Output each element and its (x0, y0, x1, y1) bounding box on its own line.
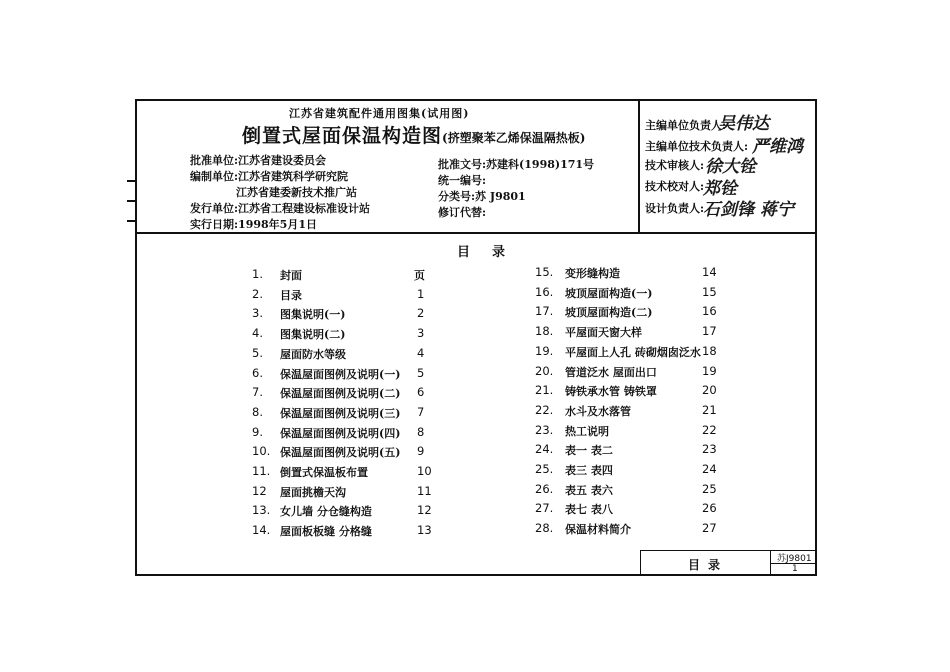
chief-unit-head-label: 主编单位负责人: (645, 119, 727, 132)
approval-unit: 批准单位:江苏省建设委员会 (190, 154, 327, 167)
compiling-unit-2: 江苏省建委新技术推广站 (236, 186, 357, 199)
title-block-label: 目录 (688, 558, 729, 572)
toc-item-number: 16. (535, 284, 554, 299)
technical-checker-label: 技术校对人: (645, 180, 705, 193)
toc-item-name: 保温屋面图例及说明(一) (280, 367, 401, 381)
publishing-unit: 发行单位:江苏省工程建设标准设计站 (190, 202, 371, 215)
toc-item-page: 3 (417, 326, 425, 341)
toc-item-name: 表三 表四 (565, 464, 613, 477)
toc-item-number: 4. (252, 326, 263, 341)
page-column-header: 页 (414, 269, 425, 282)
toc-item-page: 23 (702, 442, 717, 457)
toc-item-page: 20 (702, 383, 717, 398)
toc-item-name: 水斗及水落管 (565, 404, 631, 418)
toc-item-name: 热工说明 (565, 424, 609, 438)
revision-replacement: 修订代替: (438, 206, 487, 219)
toc-item-page: 9 (417, 444, 425, 459)
toc-heading: 目录 (457, 245, 528, 260)
toc-item-name: 坡顶屋面构造(二) (565, 306, 653, 320)
toc-item-name: 表五 表六 (565, 483, 613, 497)
toc-item-name: 屋面板板缝 分格缝 (280, 525, 372, 539)
toc-item-number: 24. (535, 442, 554, 457)
classification-number: 分类号:苏 J9801 (438, 190, 526, 203)
toc-item-number: 3. (252, 306, 263, 321)
toc-item-page: 6 (417, 385, 425, 400)
toc-item-page: 4 (417, 345, 425, 360)
binding-marks (127, 180, 135, 240)
toc-item-name: 保温材料简介 (565, 523, 631, 537)
effective-date: 实行日期:1998年5月1日 (190, 218, 317, 231)
toc-item-name: 保温屋面图例及说明(二) (280, 387, 401, 401)
toc-item-page: 24 (702, 462, 717, 476)
toc-item-page: 1 (417, 286, 425, 301)
toc-item-name: 女儿墙 分仓缝构造 (280, 505, 372, 519)
drawing-title (242, 121, 585, 148)
toc-item-page: 15 (702, 284, 717, 299)
toc-item-page: 5 (417, 365, 425, 380)
toc-item-name: 倒置式保温板布置 (280, 466, 368, 479)
title-block-left-line (640, 550, 641, 576)
toc-item-page: 25 (702, 481, 717, 496)
sheet-number: 1 (792, 564, 798, 574)
drawing-title-main: 倒置式屋面保温构造图 (242, 125, 443, 147)
toc-item-page: 19 (702, 363, 717, 378)
toc-item-name: 变形缝构造 (565, 267, 620, 280)
toc-item-number: 1. (252, 267, 263, 281)
chief-unit-head-signature: 吴伟达 (718, 114, 769, 134)
toc-item-name: 保温屋面图例及说明(五) (280, 446, 401, 460)
toc-item-page: 7 (417, 404, 425, 419)
toc-item-number: 19. (535, 343, 554, 358)
toc-item-name: 图集说明(二) (280, 328, 346, 342)
toc-item-number: 6. (252, 365, 263, 380)
design-head-label: 设计负责人: (645, 202, 705, 215)
toc-item-page: 10 (417, 464, 432, 478)
toc-item-name: 目录 (280, 288, 302, 302)
header-divider (135, 232, 817, 234)
toc-item-page: 26 (702, 501, 717, 516)
toc-item-number: 20. (535, 363, 554, 378)
toc-item-number: 26. (535, 481, 554, 496)
toc-item-number: 14. (252, 523, 271, 538)
toc-item-name: 屋面挑檐天沟 (280, 485, 346, 499)
toc-item-page: 2 (417, 306, 425, 321)
compiling-unit: 编制单位:江苏省建筑科学研究院 (190, 170, 349, 183)
toc-item-number: 22. (535, 402, 554, 417)
toc-item-number: 7. (252, 385, 263, 400)
toc-item-name: 保温屋面图例及说明(三) (280, 406, 401, 420)
toc-item-number: 5. (252, 345, 263, 360)
toc-item-name: 图集说明(一) (280, 308, 346, 322)
toc-item-name: 平屋面上人孔 砖砌烟囱泛水 (565, 345, 701, 359)
toc-item-name: 平屋面天窗大样 (565, 326, 642, 340)
toc-item-number: 21. (535, 383, 554, 398)
toc-item-page: 17 (702, 324, 717, 339)
technical-head-label: 主编单位技术负责人: (645, 140, 749, 153)
toc-item-number: 9. (252, 424, 263, 439)
design-head-signature: 石剑锋 蒋宁 (703, 200, 794, 220)
toc-item-number: 8. (252, 404, 263, 419)
technical-reviewer-label: 技术审核人: (645, 159, 705, 172)
technical-reviewer-signature: 徐大铨 (705, 157, 756, 177)
toc-item-number: 13. (252, 503, 271, 518)
toc-item-number: 10. (252, 444, 271, 459)
toc-item-page: 13 (417, 523, 432, 538)
toc-item-page: 16 (702, 304, 717, 319)
toc-item-number: 23. (535, 422, 554, 437)
toc-item-number: 15. (535, 265, 554, 279)
toc-item-name: 屋面防水等级 (280, 347, 346, 361)
toc-item-name: 表七 表八 (565, 503, 613, 517)
toc-item-page: 8 (417, 424, 425, 439)
toc-item-number: 28. (535, 521, 554, 536)
toc-item-number: 11. (252, 464, 271, 478)
technical-checker-signature: 郑铨 (703, 179, 737, 199)
toc-item-number: 18. (535, 324, 554, 339)
toc-item-page: 11 (417, 483, 432, 498)
toc-item-name: 保温屋面图例及说明(四) (280, 426, 401, 440)
toc-item-number: 2. (252, 286, 263, 301)
approval-document-no: 批准文号:苏建科(1998)171号 (438, 158, 595, 171)
toc-item-page: 12 (417, 503, 432, 518)
signature-column-divider (638, 99, 640, 233)
toc-item-page: 18 (702, 343, 717, 358)
atlas-code: 苏J9801 (777, 554, 812, 564)
toc-item-page: 21 (702, 402, 717, 417)
toc-item-number: 25. (535, 462, 554, 476)
unified-number: 统一编号: (438, 174, 487, 187)
toc-item-page: 27 (702, 521, 717, 536)
toc-item-name: 表一 表二 (565, 444, 613, 458)
toc-item-name: 铸铁承水管 铸铁罩 (565, 385, 657, 399)
toc-item-page: 14 (702, 265, 717, 279)
toc-item-page: 22 (702, 422, 717, 437)
toc-item-number: 12 (252, 483, 267, 498)
toc-item-name: 管道泛水 屋面出口 (565, 365, 657, 379)
series-name: 江苏省建筑配件通用图集(试用图) (289, 107, 470, 120)
toc-item-number: 27. (535, 501, 554, 516)
toc-item-name: 封面 (280, 269, 302, 282)
toc-item-number: 17. (535, 304, 554, 319)
technical-head-signature: 严维鸿 (752, 137, 803, 157)
drawing-title-sub: (挤塑聚苯乙烯保温隔热板) (442, 131, 586, 145)
toc-item-name: 坡顶屋面构造(一) (565, 286, 653, 300)
